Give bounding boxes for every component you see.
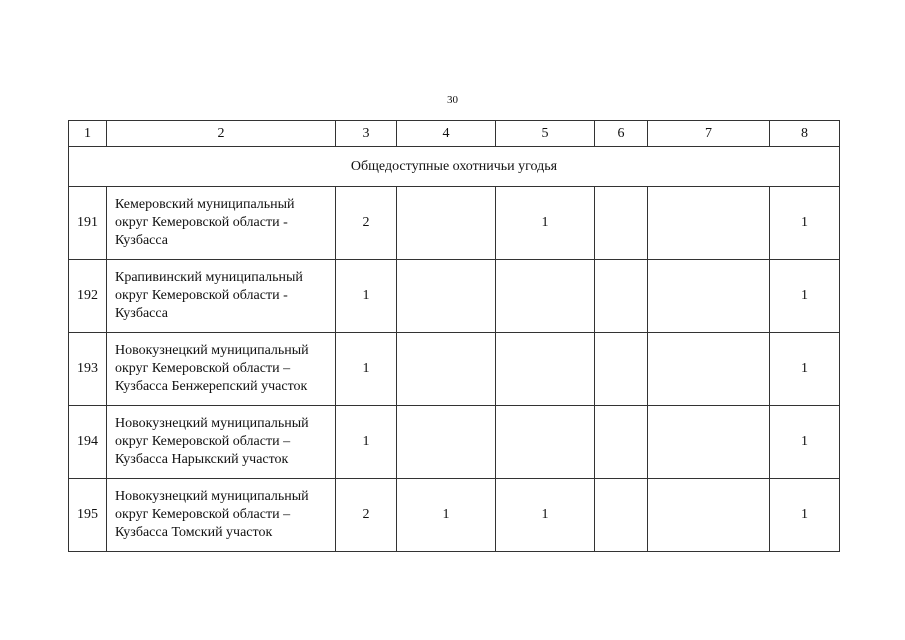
row-number: 192: [69, 260, 107, 333]
table-cell: 1: [770, 333, 840, 406]
row-number: 193: [69, 333, 107, 406]
table-cell: [648, 406, 770, 479]
table-cell: [595, 479, 648, 552]
table-cell: [595, 333, 648, 406]
table-cell: [397, 187, 496, 260]
page-number: 30: [447, 94, 458, 106]
table-cell: [595, 260, 648, 333]
table-cell: 1: [496, 479, 595, 552]
section-title: Общедоступные охотничьи угодья: [69, 147, 840, 187]
table-cell: 1: [496, 187, 595, 260]
column-number: 1: [69, 121, 107, 147]
district-name: Кемеровский муниципальный округ Кемеровской области - Кузбасса: [107, 187, 336, 260]
table-cell: 1: [336, 260, 397, 333]
table-cell: [648, 479, 770, 552]
table-cell: 1: [397, 479, 496, 552]
table-row: [69, 260, 840, 333]
section-row: [69, 147, 840, 187]
table-row: [69, 187, 840, 260]
table-cell: 1: [770, 187, 840, 260]
table-cell: [648, 260, 770, 333]
column-number: 6: [595, 121, 648, 147]
column-number: 3: [336, 121, 397, 147]
table-cell: [595, 187, 648, 260]
table-cell: [496, 260, 595, 333]
table-cell: [648, 333, 770, 406]
table-cell: [595, 406, 648, 479]
hunting-grounds-table: [68, 120, 840, 552]
district-name: Новокузнецкий муниципальный округ Кемеровской области – Кузбасса Нарыкский участок: [107, 406, 336, 479]
table-cell: 1: [770, 260, 840, 333]
row-number: 194: [69, 406, 107, 479]
column-number-row: [69, 121, 840, 147]
district-name: Новокузнецкий муниципальный округ Кемеровской области – Кузбасса Томский участок: [107, 479, 336, 552]
table-cell: 2: [336, 187, 397, 260]
district-name: Новокузнецкий муниципальный округ Кемеровской области – Кузбасса Бенжерепский участок: [107, 333, 336, 406]
table-cell: 1: [336, 333, 397, 406]
table-cell: [397, 333, 496, 406]
table-cell: 2: [336, 479, 397, 552]
column-number: 8: [770, 121, 840, 147]
table-cell: 1: [770, 479, 840, 552]
table-cell: [648, 187, 770, 260]
table-row: [69, 406, 840, 479]
table-cell: [397, 406, 496, 479]
table-cell: [397, 260, 496, 333]
column-number: 5: [496, 121, 595, 147]
table-cell: [496, 406, 595, 479]
column-number: 4: [397, 121, 496, 147]
table-cell: 1: [770, 406, 840, 479]
column-number: 2: [107, 121, 336, 147]
table-cell: [496, 333, 595, 406]
row-number: 195: [69, 479, 107, 552]
district-name: Крапивинский муниципальный округ Кемеровской области - Кузбасса: [107, 260, 336, 333]
table-row: [69, 333, 840, 406]
table-cell: 1: [336, 406, 397, 479]
table-row: [69, 479, 840, 552]
column-number: 7: [648, 121, 770, 147]
row-number: 191: [69, 187, 107, 260]
